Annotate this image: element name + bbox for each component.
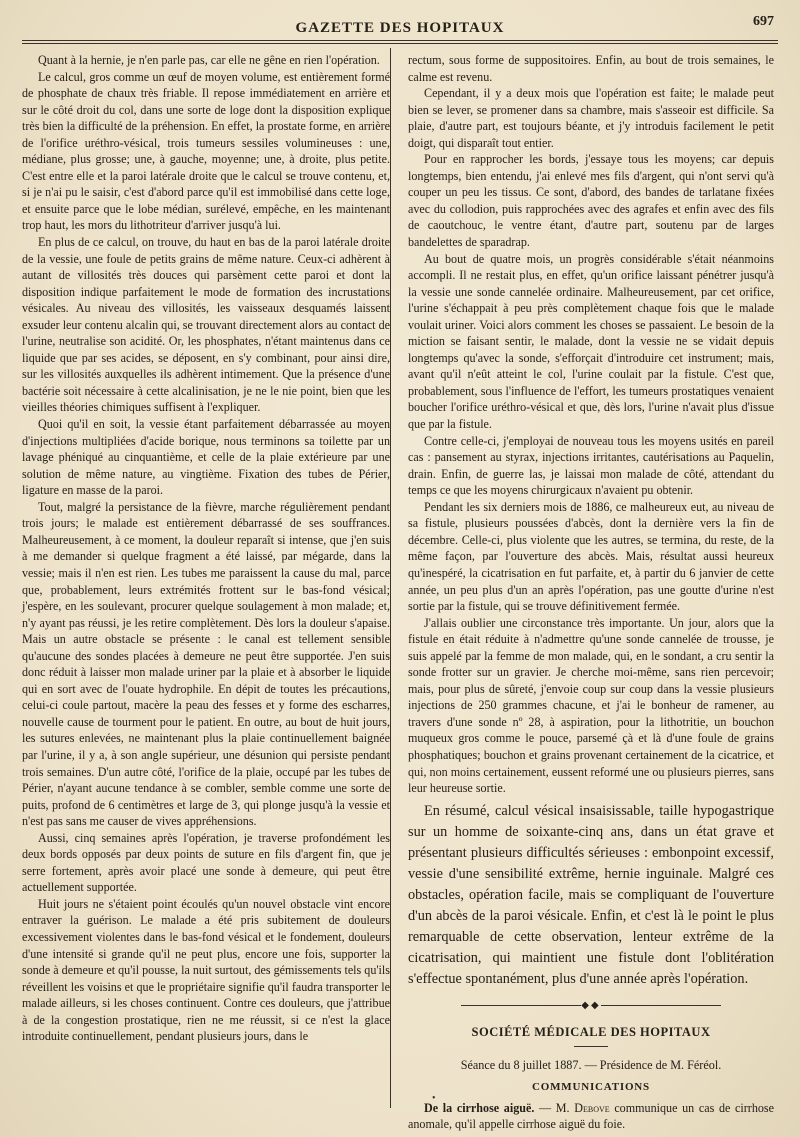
paragraph: rectum, sous forme de suppositoires. Enfin, au bout de trois semaines, le calme est revenu. — [408, 53, 774, 84]
communications-heading: COMMUNICATIONS — [532, 1081, 650, 1094]
summary-paragraph: En résumé, calcul vésical insaisissable, taille hypogastrique sur un homme de soixante-cinq ans, dans un état grave et présentant plusieurs difficultés sérieuses : embonpoint excessif, vessie d'une sensibilité extrême, hernie inguinale. Malgré ces obstacles, opération facile, mais se compliquant de l'ouverture d'un abcès de la paroi vésicale. Enfin, et c'est là le point le plus remarquable de cette observation, lenteur extrême de la cicatrisation, qui maintient une fistule dont l'oblitération s'effectue spontanément, plus d'une année après l'opération. — [408, 802, 774, 987]
paragraph: Quoi qu'il en soit, la vessie étant parfaitement débarrassée au moyen d'injections multipliées d'acide borique, nous terminons sa toilette par un lavage phéniqué au cinquantième, et celle de la plaie extérieure par une solution de même nature, au vingtième. Fixation des tubes de Périer, ligature en masse de la paroi. — [22, 417, 390, 498]
section-title: SOCIÉTÉ MÉDICALE DES HOPITAUX — [471, 1025, 711, 1040]
communication-entry — [408, 1100, 774, 1133]
paragraph: Cependant, il y a deux mois que l'opération est faite; le malade peut bien se lever, se promener dans sa chambre, mais s'asseoir est difficile. Sa plaie, d'autre part, est toujours béante, et j'y introduis facilement le petit doigt, qui disparaît tout entier. — [408, 86, 774, 150]
column-divider — [390, 48, 391, 1108]
communication-author: — M. Debove — [539, 1100, 610, 1115]
section-ornament: ◆◆ — [408, 998, 774, 1015]
paragraph: Huit jours ne s'étaient point écoulés qu'un nouvel obstacle vint encore entraver la guérison. Le malade a été pris subitement de douleurs excessivement violentes dans le bas-fond vésical et le fondement, douleurs d'une intensité si grande qu'il ne peut plus, encore une fois, supporter la sonde à demeure et qu'il pousse, la nuit surtout, des gémissements tels qu'ils réveillent les voisins et que le propriétaire signifie qu'il faudra transporter le malade ailleurs, si les choses continuent. Contre ces douleurs, que j'attribue à de la congestion prostatique, rien ne me réussit, si ce n'est la glace introduite continuellement, pendant plusieurs jours, dans le — [22, 896, 390, 1044]
paragraph: Pendant les six derniers mois de 1886, ce malheureux eut, au niveau de sa fistule, plusieurs poussées d'abcès, dont la dernière vers la fin de décembre. Celle-ci, plus violente que les autres, se termina, du reste, de la même façon, par l'ouverture des abcès. Mais, résultat aussi heureux qu'inespéré, la cicatrisation en fut parfaite, et, à partir du 6 janvier de cette année, un peu plus d'un an après l'opération, pas une goutte d'urine n'est sortie par la fistule, qui se trouve définitivement fermée. — [408, 499, 774, 614]
paragraph: Quant à la hernie, je n'en parle pas, car elle ne gêne en rien l'opération. — [38, 53, 380, 67]
page-header — [22, 14, 778, 38]
right-column — [408, 52, 774, 1133]
paragraph: En plus de ce calcul, on trouve, du haut en bas de la paroi latérale droite de la vessie, une foule de petits grains de même nature. Ceux-ci adhèrent à autant de villosités très douces qui parsèment cette paroi et dont la disposition indique parfaitement le mode de formation des incrustations vésicales. Au niveau des villosités, les vaisseaux desquamés laissent exsuder leur contenu alcalin qui, se trouvant directement alors au contact de l'urine, neutralise son acidité. Or, les phosphates, n'étant maintenus dans ce liquide que par ses acides, se déposent, en s'y combinant, pour ainsi dire, sur les villosités auxquelles ils adhèrent intimement. Que la présence d'une bactérie soit nécessaire à cette alcalinisation, je ne le nie point, bien que les vieilles théories chimiques suffisent à l'expliquer. — [22, 235, 390, 415]
paragraph: Contre celle-ci, j'employai de nouveau tous les moyens usités en pareil cas : pansement au styrax, injections irritantes, cautérisations au Paquelin, drain. Enfin, de guerre las, je laissai mon malade de côté, attendant du temps ce que les moyens chirurgicaux n'avaient pu obtenir. — [408, 433, 774, 498]
paragraph: J'allais oublier une circonstance très importante. Un jour, alors que la fistule en était réduite à n'admettre qu'une sonde cannelée de trousse, je suis appelé par la femme de mon malade, qui, en le sondant, a cru sentir la sonde frotter sur un gravier. Je cherche moi-même, sans rien percevoir; mais, pour plus de sûreté, j'envoie coup sur coup dans la vessie plusieurs injections de 250 grammes chacune, et j'ai le bonheur de ramener, au travers d'une sonde nº 28, à aspiration, pour la lithotritie, un bouchon muqueux gros comme le pouce, parsemé çà et là d'une foule de grains phosphatiques; bouchon et grains provenant certainement de la cicatrice, et qui, non moins certainement, eussent reformé une ou plusieurs pierres, sans leur heureuse sortie. — [408, 615, 774, 796]
journal-title: GAZETTE DES HOPITAUX — [295, 20, 505, 36]
session-line: Séance du 8 juillet 1887. — Présidence de M. Féréol. — [460, 1057, 722, 1072]
paragraph: Le calcul, gros comme un œuf de moyen volume, est entièrement formé de phosphate de chaux très friable. Il repose immédiatement en arrière et sur le côté droit du col, dans une sorte de loge dont la disposition explique très bien la difficulté de la préhension. En effet, la prostate forme, en arrière de l'orifice uréthro-vésical, trois tumeurs sessiles volumineuses : une, médiane, plus grosse; une, à gauche, moyenne; une, à droite, plus petite. C'est entre elle et la paroi latérale droite que le calcul se trouve contenu, et, si je n'ai pu le saisir, c'est d'abord parce qu'il est immobilisé dans cette loge, et ensuite parce que le lobe médian, surélevé, empêche, en les maintenant trop haut, les mors du lithotriteur d'arriver jusqu'à lui. — [22, 69, 390, 233]
header-rule-bottom — [22, 43, 778, 44]
paragraph: Au bout de quatre mois, un progrès considérable s'était néanmoins accompli. Il ne restait plus, en effet, qu'un orifice laissant pénétrer jusqu'à la vessie une sonde cannelée ordinaire. Malheureusement, par cet orifice, l'urine s'échappait à peu près complètement chaque fois que le malade voulait uriner. Voici alors comment les choses se passaient. Le besoin de la miction se faisant sentir, le malade, dont la vessie ne se vidait depuis longtemps qu'avec la sonde, s'efforçait d'introduire cet instrument; mais, avant qu'il n'eût atteint le col, l'urine coulait par la fistule. C'est que, probablement, sous l'influence de l'effort, les tumeurs prostatiques venaient boucher l'orifice uréthro-vésical et que, dès lors, l'urine n'avait plus d'issue que par la fistule. — [408, 251, 774, 432]
header-rule-top — [22, 40, 778, 41]
short-rule — [574, 1046, 608, 1047]
left-column — [22, 52, 390, 1045]
paragraph: Tout, malgré la persistance de la fièvre, marche régulièrement pendant trois jours; le malade est entièrement débarrassé de ses souffrances. Malheureusement, à ce moment, la douleur reparaît si intense, que j'en suis à me demander si quelque fragment a été laissé, par mégarde, dans la vessie; mais il n'en est rien. Les tubes me paraissent la cause du mal, parce que, probablement, leurs extrémités frottent sur le bas-fond vésical; j'espère, en les soulevant, procurer quelque soulagement à mon malade; et, n'y ayant pas réussi, je les retire complètement. Dès lors la douleur s'apaise. Mais un autre obstacle se présente : le canal est tellement sensible qu'aucune des sondes placées à demeure ne peut être supportée. J'en suis donc réduit à laisser mon malade uriner par la plaie et à absorber le liquide qui en sort avec de l'ouate hydrophile. En dépit de toutes les précautions, celui-ci coule partout, macère la peau des fesses et y forme des escharres, nouvelle cause de tourment pour le patient. En outre, au bout de huit jours, les sutures enlevées, ne maintenant plus la plaie continuellement baignée par l'urine, il y a, à son angle supérieur, une désunion qui persiste pendant trois semaines. D'un autre côté, l'orifice de la plaie, occupé par les tubes de Périer, n'ayant aucune tendance à se combler, semble comme une sorte de puits, profond de 6 centimètres et large de 3, qui plonge jusqu'à la vessie et n'est pas sans me causer de vives appréhensions. — [22, 499, 390, 829]
communication-text: communique un cas de cirrhose anomale, qu'il appelle cirrhose aiguë du foie. — [408, 1100, 774, 1132]
page-speck: • — [432, 1093, 436, 1104]
communication-title: De la cirrhose aiguë. — [424, 1100, 535, 1115]
page-number: 697 — [753, 14, 774, 29]
paragraph: Pour en rapprocher les bords, j'essaye tous les moyens; car depuis longtemps, bien entendu, j'ai enlevé mes fils d'argent, qui n'ont servi qu'à couper un peu les tissus. Ce sont, d'abord, des bandes de tarlatane fixées avec du collodion, puis rapprochées avec des agrafes et enfin avec des fils de caoutchouc, le ventre étant, d'autre part, soutenu par de larges bandelettes de sparadrap. — [408, 152, 774, 250]
paragraph: Aussi, cinq semaines après l'opération, je traverse profondément les deux bords opposés par deux points de suture en fils d'argent fin, que je serre fortement, après avoir placé une sonde à demeure, qui peut être actuellement supportée. — [22, 830, 390, 895]
